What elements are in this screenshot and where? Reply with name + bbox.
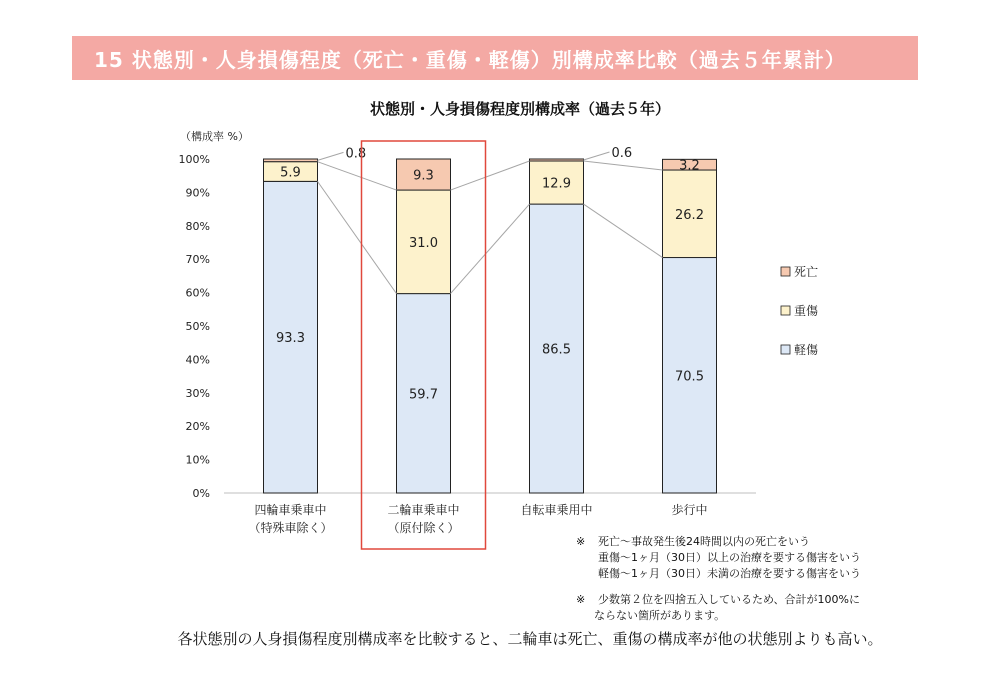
legend-label: 重傷 xyxy=(794,304,819,318)
data-label-leader xyxy=(318,152,344,160)
legend-label: 軽傷 xyxy=(794,343,819,357)
y-tick-label: 30% xyxy=(185,386,210,400)
rounding-note xyxy=(576,592,860,624)
y-tick-label: 60% xyxy=(185,286,210,300)
x-tick-label-sub: （特殊車除く） xyxy=(248,521,333,535)
data-label: 0.6 xyxy=(611,146,633,162)
data-label: 70.5 xyxy=(675,369,704,385)
legend-swatch xyxy=(781,345,790,354)
note-minor: 軽傷～1ヶ月（30日）未満の治療を要する傷害をいう xyxy=(598,567,861,580)
legend-swatch xyxy=(781,306,790,315)
y-tick-label: 10% xyxy=(185,453,210,467)
definition-notes xyxy=(576,534,861,582)
rounding-note-line2: ならない箇所があります。 xyxy=(594,609,726,622)
x-tick-label: 自転車乗用中 xyxy=(520,503,593,517)
section-banner-text: 15 状態別・人身損傷程度（死亡・重傷・軽傷）別構成率比較（過去５年累計） xyxy=(94,47,846,72)
x-tick-label: 二輪車乗車中 xyxy=(387,503,460,517)
note-mark: ※ xyxy=(576,535,586,548)
series-connector-line xyxy=(584,204,663,257)
data-label: 26.2 xyxy=(675,207,704,223)
data-label: 59.7 xyxy=(409,387,438,403)
note-death: ※ 死亡～事故発生後24時間以内の死亡をいう xyxy=(576,535,810,548)
y-tick-label: 50% xyxy=(185,320,210,333)
y-tick-label: 100% xyxy=(178,153,210,166)
conclusion-text: 各状態別の人身損傷程度別構成率を比較すると、二輪車は死亡、重傷の構成率が他の状態別よりも高い。 xyxy=(177,630,883,648)
data-label: 93.3 xyxy=(276,331,305,347)
data-label: 5.9 xyxy=(280,165,301,181)
series-connector-line xyxy=(584,161,663,170)
data-label: 12.9 xyxy=(542,176,571,192)
y-tick-label: 90% xyxy=(185,186,210,200)
x-tick-label-sub: （原付除く） xyxy=(387,521,460,535)
y-tick-label: 40% xyxy=(185,353,210,367)
y-axis-label: （構成率 %） xyxy=(180,130,249,143)
data-label: 3.2 xyxy=(679,158,700,174)
series-connector-line xyxy=(318,162,397,190)
series-connector-line xyxy=(451,161,530,190)
rounding-note-mark: ※ xyxy=(576,593,586,606)
legend-label: 死亡 xyxy=(794,265,819,279)
data-label: 9.3 xyxy=(413,168,434,184)
note-serious: 重傷～1ヶ月（30日）以上の治療を要する傷害をいう xyxy=(598,551,861,564)
series-connector-line xyxy=(451,204,530,294)
bar-segment xyxy=(530,159,584,161)
rounding-note-line1: 少数第２位を四捨五入しているため、合計が100%に xyxy=(598,593,861,606)
legend-swatch xyxy=(781,267,790,276)
y-tick-label: 0% xyxy=(192,487,210,500)
data-label: 0.8 xyxy=(345,146,367,162)
data-label: 31.0 xyxy=(409,235,438,251)
data-label: 86.5 xyxy=(542,342,571,358)
x-tick-label: 歩行中 xyxy=(671,503,708,517)
y-tick-label: 20% xyxy=(185,420,210,434)
bar-segment xyxy=(264,159,318,162)
x-tick-label: 四輪車乗車中 xyxy=(254,503,327,517)
y-tick-label: 70% xyxy=(185,253,210,267)
y-tick-label: 80% xyxy=(185,219,210,233)
series-connector-line xyxy=(318,181,397,293)
data-label-leader xyxy=(584,152,610,160)
chart-title: 状態別・人身損傷程度別構成率（過去５年） xyxy=(369,100,670,118)
